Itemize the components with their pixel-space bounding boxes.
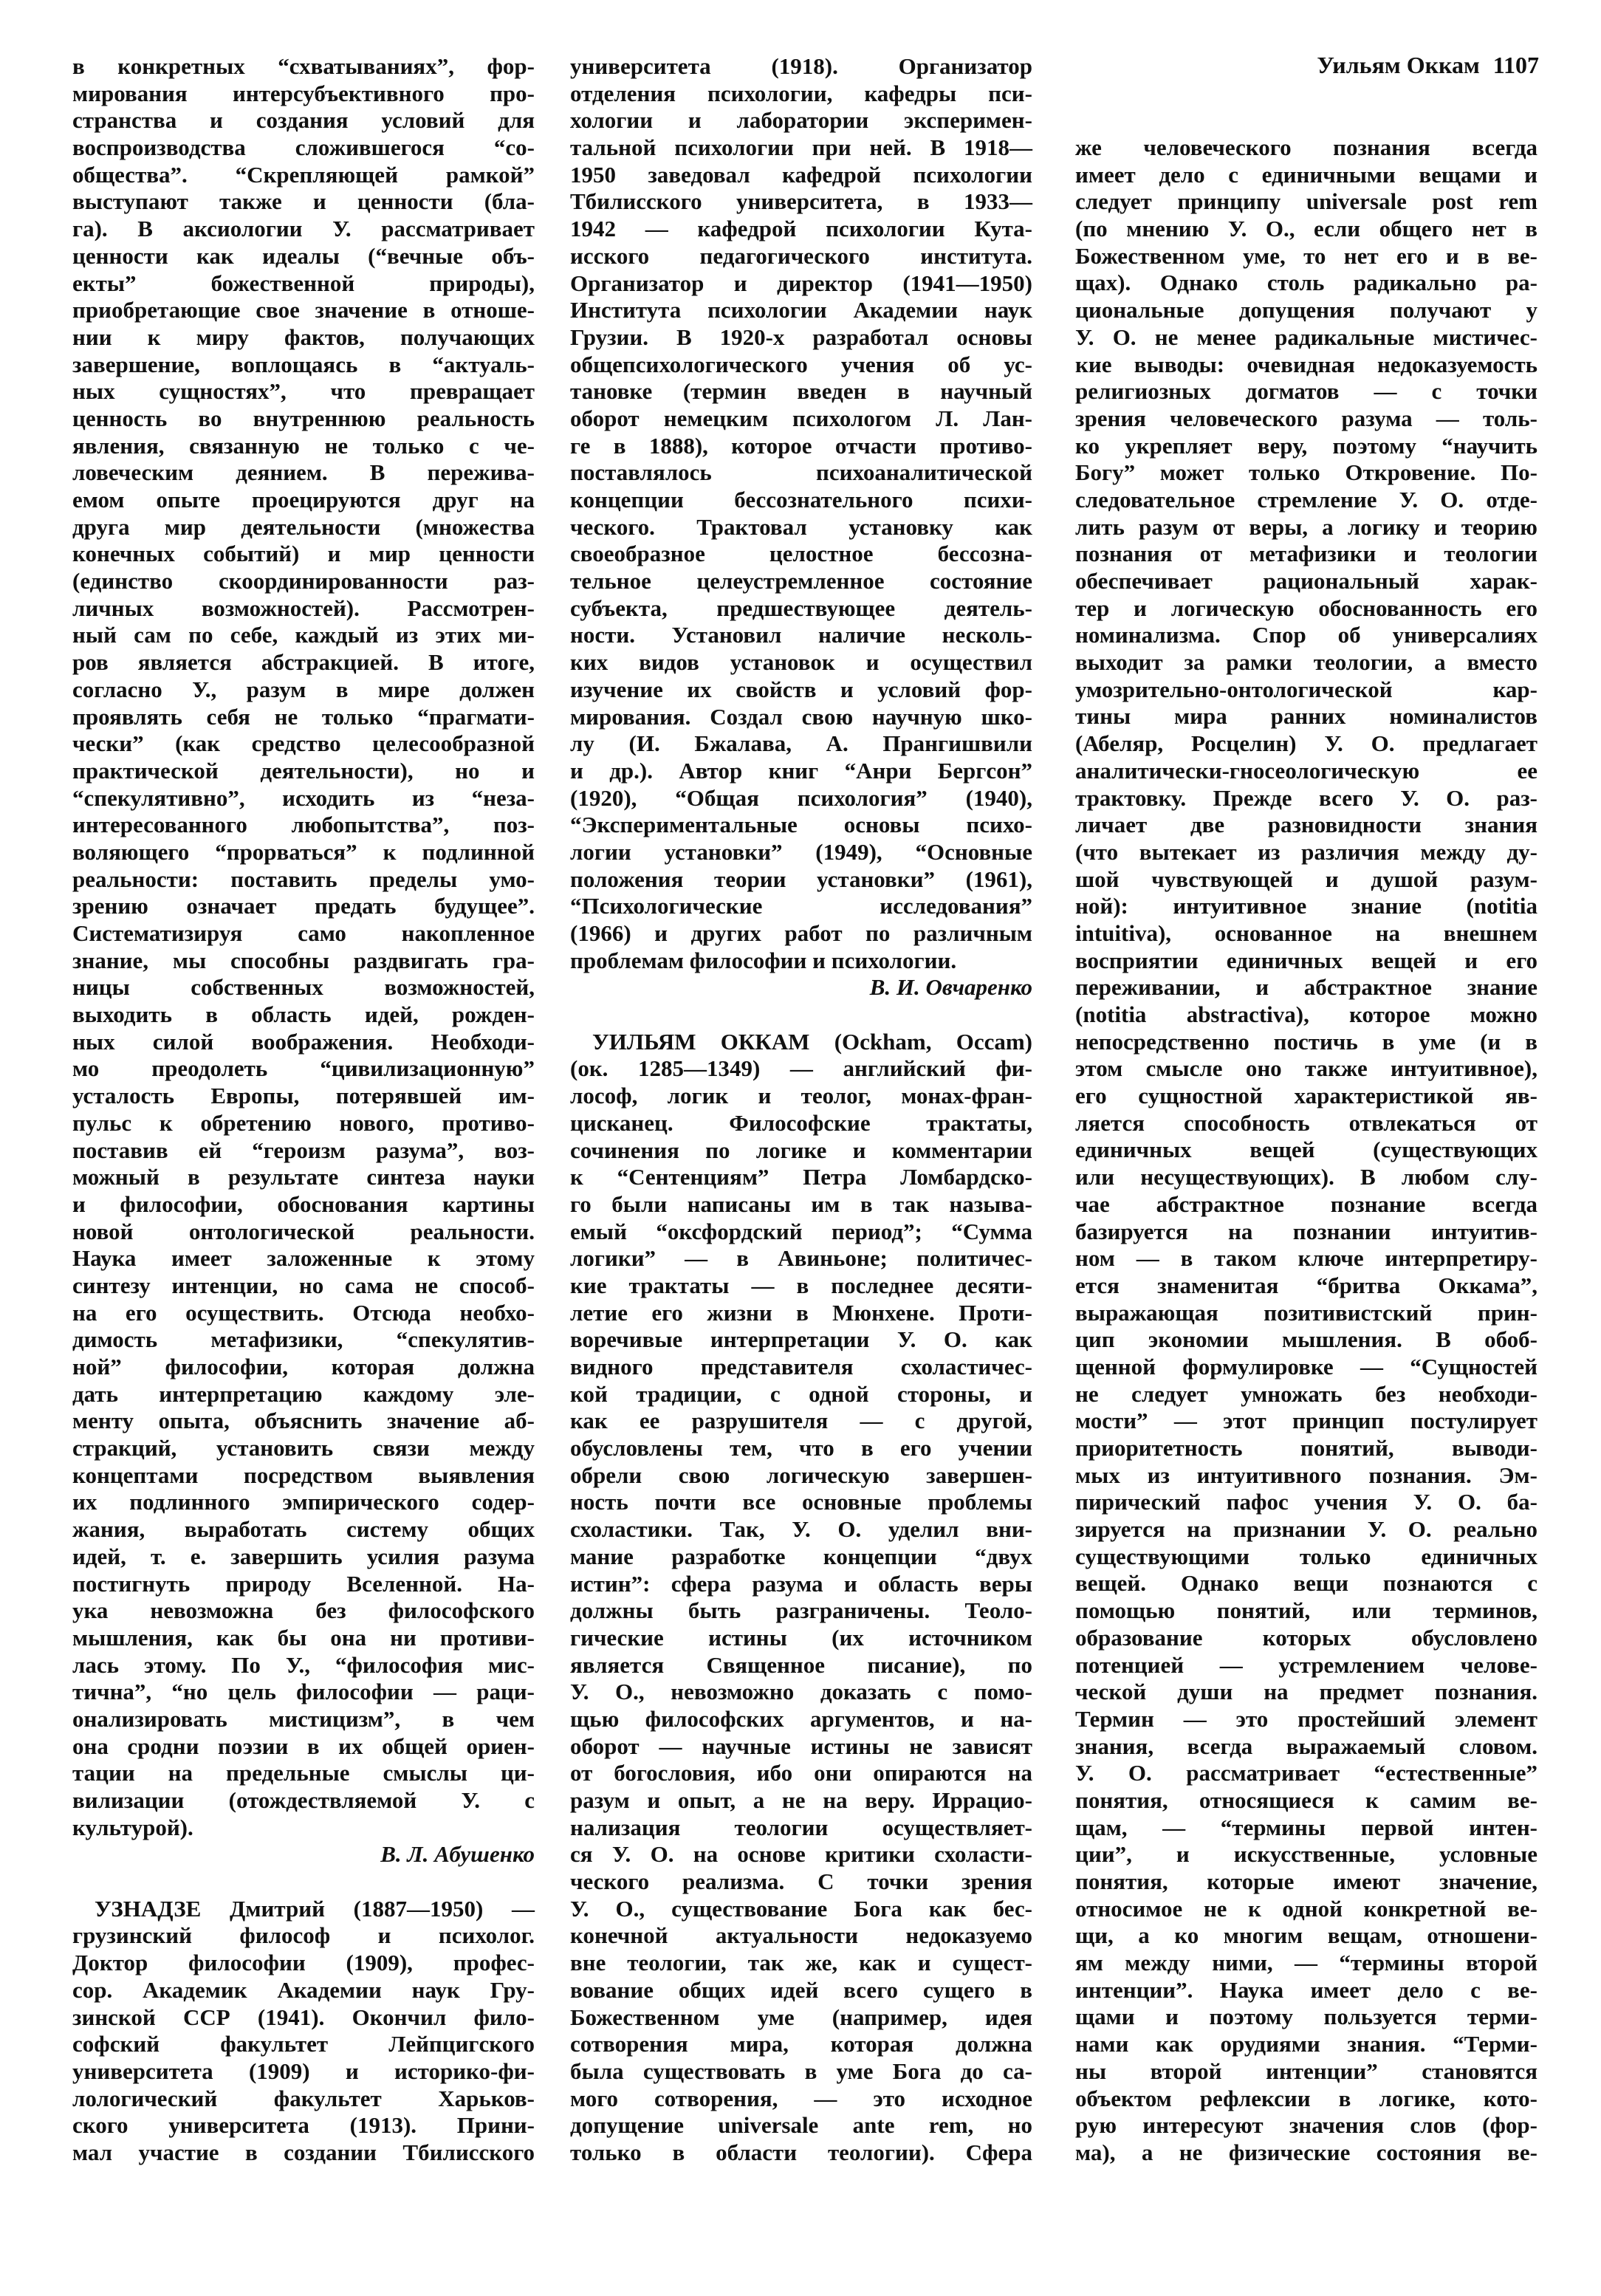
text-line: кие выводы: очевидная недоказуемость xyxy=(1075,351,1537,377)
text-line: знания, всегда выражаемый словом. xyxy=(1075,1733,1537,1759)
text-line: ницы собственных возможностей, xyxy=(72,974,535,1001)
text-line: тер и логическую обоснованность его xyxy=(1075,594,1537,621)
text-line: поставив ей “героизм разума”, воз- xyxy=(72,1137,535,1163)
entry-heading-rest: Дмитрий (1887—1950) — xyxy=(201,1895,535,1922)
text-line: щи, а ко многим вещам, отношени- xyxy=(1075,1922,1537,1949)
text-line: У. О., невозможно доказать с помо- xyxy=(570,1679,1032,1705)
text-line: щах). Однако столь радикально ра- xyxy=(1075,270,1537,296)
text-line: кие трактаты — в последнее десяти- xyxy=(570,1272,1032,1298)
text-line: “Психологические исследования” xyxy=(570,893,1032,919)
text-line: оборот — научные истины не зависят xyxy=(570,1733,1032,1759)
text-line: его сущностной характеристикой яв- xyxy=(1075,1083,1537,1109)
text-line: разум и опыт, а не на веру. Иррацио- xyxy=(570,1787,1032,1813)
text-line: имеет дело с единичными вещами и xyxy=(1075,161,1537,188)
text-line: intuitiva), основанное на внешнем xyxy=(1075,919,1537,946)
text-line: Наука имеет заложенные к этому xyxy=(72,1245,535,1272)
text-line: ется знаменитая “бритва Оккама”, xyxy=(1075,1272,1537,1298)
text-line: 1950 заведовал кафедрой психологии xyxy=(570,161,1032,188)
text-line: лософ, логик и теолог, монах-фран- xyxy=(570,1083,1032,1109)
text-line: грузинский философ и психолог. xyxy=(72,1922,535,1949)
text-line: зинской ССР (1941). Окончил фило- xyxy=(72,2004,535,2030)
text-line: обусловлены тем, что в его учении xyxy=(570,1435,1032,1461)
text-line: ценности как идеалы (“вечные объ- xyxy=(72,242,535,269)
entry-heading-line xyxy=(72,1896,535,1923)
text-line: обеспечивает рациональный харак- xyxy=(1075,568,1537,594)
text-line: схоластики. Так, У. О. уделил вни- xyxy=(570,1516,1032,1543)
text-line: образование которых обусловлено xyxy=(1075,1624,1537,1651)
text-line: явления, связанную не только с че- xyxy=(72,432,535,459)
text-line: цисканец. Философские трактаты, xyxy=(570,1109,1032,1136)
text-line: ма), а не физические состояния ве- xyxy=(1075,2139,1537,2165)
text-line: сор. Академик Академии наук Гру- xyxy=(72,1976,535,2003)
text-line: объектом рефлексии в логике, кото- xyxy=(1075,2085,1537,2111)
text-line: ной): интуитивное знание (notitia xyxy=(1075,893,1537,919)
text-line: странства и создания условий для xyxy=(72,107,535,134)
text-line: выходит за рамки теологии, а вместо xyxy=(1075,649,1537,676)
text-line: онализировать мистицизм”, в чем xyxy=(72,1705,535,1732)
text-line: она сродни поэзии в их общей ориен- xyxy=(72,1733,535,1759)
text-line: мости” — этот принцип постулирует xyxy=(1075,1408,1537,1434)
text-line: практической деятельности), но и xyxy=(72,757,535,784)
text-line: Института психологии Академии наук xyxy=(570,297,1032,323)
text-line: вование общих идей всего сущего в xyxy=(570,1976,1032,2003)
text-line: нализация теологии осуществляет- xyxy=(570,1814,1032,1840)
text-line: екты” божественной природы), xyxy=(72,270,535,296)
text-line: ческой души на предмет познания. xyxy=(1075,1679,1537,1705)
text-line: ный сам по себе, каждый из этих ми- xyxy=(72,622,535,648)
text-line: ческого реализма. С точки зрения xyxy=(570,1868,1032,1895)
text-line: видного представителя схоластичес- xyxy=(570,1354,1032,1380)
text-line: ких видов установок и осуществил xyxy=(570,649,1032,676)
entry-heading-rest: (Ockham, Occam) xyxy=(809,1028,1032,1055)
text-line: зируется на признании У. О. реально xyxy=(1075,1516,1537,1543)
text-line: Доктор философии (1909), профес- xyxy=(72,1950,535,1976)
text-line: тальной психологии при ней. В 1918— xyxy=(570,134,1032,161)
text-line: У. О., существование Бога как бес- xyxy=(570,1895,1032,1922)
text-line: проблемам философии и психологии. xyxy=(570,947,957,973)
text-line: дать интерпретацию каждому эле- xyxy=(72,1380,535,1407)
text-line: существующими только единичных xyxy=(1075,1543,1537,1569)
text-line: приоритетность понятий, выводи- xyxy=(1075,1435,1537,1461)
text-line: синтезу интенции, но сама не способ- xyxy=(72,1272,535,1298)
text-line: единичных вещей (существующих xyxy=(1075,1137,1537,1163)
running-header xyxy=(1317,52,1539,79)
text-line: личных возможностей). Рассмотрен- xyxy=(72,594,535,621)
text-line: интересованного любопытства”, поз- xyxy=(72,812,535,838)
text-line: ность почти все основные проблемы xyxy=(570,1489,1032,1515)
text-line: познания от метафизики и теологии xyxy=(1075,541,1537,567)
text-line: ге в 1888), которое отчасти противо- xyxy=(570,432,1032,459)
text-line: только в области теологии). Сфера xyxy=(570,2139,1032,2165)
text-line: ном — в таком ключе интерпретиру- xyxy=(1075,1245,1537,1272)
text-line: щам, — “термины первой интен- xyxy=(1075,1814,1537,1840)
text-line: циональные допущения получают у xyxy=(1075,297,1537,323)
text-line: или несуществующих). В любом слу- xyxy=(1075,1164,1537,1190)
text-line: ны второй интенции” становятся xyxy=(1075,2057,1537,2084)
text-line: хологии и лаборатории эксперимен- xyxy=(570,107,1032,134)
entry-headword: УЗНАДЗЕ xyxy=(95,1895,202,1922)
text-line: софский факультет Лейпцигского xyxy=(72,2031,535,2057)
text-line: воляющего “прорваться” к подлинной xyxy=(72,838,535,865)
text-line: “спекулятивно”, исходить из “неза- xyxy=(72,784,535,811)
text-line: концепции бессознательного психи- xyxy=(570,487,1032,513)
text-line: понятия, которые имеют значение, xyxy=(1075,1868,1537,1894)
text-line: выступают также и ценности (бла- xyxy=(72,188,535,215)
text-line: Грузии. В 1920-х разработал основы xyxy=(570,323,1032,350)
text-line: лить разум от веры, а логику и теорию xyxy=(1075,513,1537,540)
text-line: тины мира ранних номиналистов xyxy=(1075,703,1537,730)
text-line: рую интересуют значения слов (фор- xyxy=(1075,2112,1537,2139)
text-line: пульс к обретению нового, противо- xyxy=(72,1109,535,1136)
text-line: на его осуществить. Отсюда необхо- xyxy=(72,1299,535,1326)
entry-headword: УИЛЬЯМ ОККАМ xyxy=(592,1028,810,1055)
text-line: тановке (термин введен в научный xyxy=(570,378,1032,405)
text-line: (Абеляр, Росцелин) У. О. предлагает xyxy=(1075,730,1537,757)
text-line: мирования. Создал свою научную шко- xyxy=(570,703,1032,730)
text-line: аналитически-гносеологическую ее xyxy=(1075,757,1537,784)
text-line: согласно У., разум в мире должен xyxy=(72,676,535,702)
text-line: сочинения по логике и комментарии xyxy=(570,1137,1032,1163)
text-line: димость метафизики, “спекулятив- xyxy=(72,1326,535,1353)
text-line: го были написаны им в так называ- xyxy=(570,1190,1032,1217)
text-column-1 xyxy=(72,53,535,2167)
text-line: изучение их свойств и условий фор- xyxy=(570,676,1032,702)
text-line: номинализма. Спор об универсалиях xyxy=(1075,622,1537,648)
text-line: культурой). xyxy=(72,1814,193,1840)
text-line: ям между ними, — “термины второй xyxy=(1075,1950,1537,1976)
text-line: как ее разрушителя — с другой, xyxy=(570,1408,1032,1434)
text-line: восприятии единичных вещей и его xyxy=(1075,947,1537,973)
text-line: умозрительно-онтологической кар- xyxy=(1075,676,1537,702)
text-line: знание, мы способны раздвигать гра- xyxy=(72,947,535,973)
text-line: емом опыте проецируются друг на xyxy=(72,487,535,513)
text-line: идей, т. е. завершить усилия разума xyxy=(72,1543,535,1569)
text-line: тации на предельные смыслы ци- xyxy=(72,1760,535,1786)
text-line: своеобразное целостное бессозна- xyxy=(570,541,1032,567)
text-line: летие его жизни в Мюнхене. Проти- xyxy=(570,1299,1032,1326)
text-line: Богу” может только Откровение. По- xyxy=(1075,459,1537,486)
text-line: не следует умножать без необходи- xyxy=(1075,1380,1537,1407)
text-line: исского педагогического института. xyxy=(570,242,1032,269)
text-line: помощью понятий, или терминов, xyxy=(1075,1597,1537,1624)
text-line: воречивые интерпретации У. О. как xyxy=(570,1326,1032,1353)
text-line: ров является абстракцией. В итоге, xyxy=(72,649,535,676)
text-line: друга мир деятельности (множества xyxy=(72,513,535,540)
text-line: вне теологии, так же, как и сущест- xyxy=(570,1950,1032,1976)
text-line: базируется на познании интуитив- xyxy=(1075,1218,1537,1244)
text-line: ука невозможна без философского xyxy=(72,1597,535,1624)
text-line: интенции”. Наука имеет дело с ве- xyxy=(1075,1976,1537,2003)
text-line: была существовать в уме Бога до са- xyxy=(570,2057,1032,2084)
text-line: “Экспериментальные основы психо- xyxy=(570,812,1032,838)
text-line: емый “оксфордский период”; “Сумма xyxy=(570,1218,1032,1244)
text-line: можный в результате синтеза науки xyxy=(72,1164,535,1190)
text-line: ляется способность отвлекаться от xyxy=(1075,1109,1537,1136)
text-line: ных силой воображения. Необходи- xyxy=(72,1028,535,1055)
text-line: Божественном уме (например, идея xyxy=(570,2004,1032,2030)
text-line: относимое не к одной конкретной ве- xyxy=(1075,1895,1537,1922)
text-line: мирования интерсубъективного про- xyxy=(72,80,535,106)
text-line: пирический пафос учения У. О. ба- xyxy=(1075,1489,1537,1515)
text-line: религиозных догматов — с точки xyxy=(1075,378,1537,405)
text-line: мого сотворения, — это исходное xyxy=(570,2085,1032,2111)
text-line: ных сущностях”, что превращает xyxy=(72,378,535,405)
text-line: мание разработке концепции “двух xyxy=(570,1543,1032,1569)
text-line: поставлялось психоаналитической xyxy=(570,459,1032,486)
text-line: субъекта, предшествующее деятель- xyxy=(570,594,1032,621)
text-line: логии установки” (1949), “Основные xyxy=(570,838,1032,865)
text-line: У. О. не менее радикальные мистичес- xyxy=(1075,323,1537,350)
text-line: общепсихологического учения об ус- xyxy=(570,351,1032,377)
text-line: менту опыта, объяснить значение аб- xyxy=(72,1408,535,1434)
text-line: (что вытекает из различия между ду- xyxy=(1075,838,1537,865)
text-line: должны быть разграничены. Теоло- xyxy=(570,1597,1032,1624)
text-line: выходить в область идей, рожден- xyxy=(72,1001,535,1028)
text-line: усталость Европы, потерявшей им- xyxy=(72,1083,535,1109)
text-line: тична”, “но цель философии — раци- xyxy=(72,1679,535,1705)
text-line: 1942 — кафедрой психологии Кута- xyxy=(570,216,1032,242)
text-line: реальности: поставить пределы умо- xyxy=(72,866,535,892)
text-line: У. О. рассматривает “естественные” xyxy=(1075,1760,1537,1786)
text-line: чае абстрактное познание всегда xyxy=(1075,1190,1537,1217)
text-line: щенной формулировке — “Сущностей xyxy=(1075,1353,1537,1380)
text-line: Божественном уме, то нет его и в ве- xyxy=(1075,242,1537,269)
text-line: завершение, воплощаясь в “актуаль- xyxy=(72,351,535,377)
text-line: щью философских аргументов, и на- xyxy=(570,1705,1032,1732)
text-line: Систематизируя само накопленное xyxy=(72,920,535,946)
text-line: тельное целеустремленное состояние xyxy=(570,568,1032,594)
text-line: зрения человеческого разума — толь- xyxy=(1075,405,1537,431)
text-line: Тбилисского университета, в 1933— xyxy=(570,188,1032,215)
text-line: вещей. Однако вещи познаются с xyxy=(1075,1570,1537,1597)
text-line: ся У. О. на основе критики схоласти- xyxy=(570,1841,1032,1868)
text-line: мал участие в создании Тбилисского xyxy=(72,2139,535,2165)
page-number: 1107 xyxy=(1492,52,1539,78)
text-line: переживании, и абстрактное знание xyxy=(1075,974,1537,1001)
text-line: приобретающие свое значение в отноше- xyxy=(72,297,535,323)
text-line: зрению означает предать будущее”. xyxy=(72,893,535,919)
text-line: ловеческим деянием. В пережива- xyxy=(72,459,535,486)
text-line: (notitia abstractiva), которое можно xyxy=(1075,1001,1537,1027)
text-line: нии к миру фактов, получающих xyxy=(72,323,535,350)
text-line: ной” философии, которая должна xyxy=(72,1354,535,1380)
text-line: трактовку. Прежде всего У. О. раз- xyxy=(1075,784,1537,811)
text-line: ского университета (1913). Прини- xyxy=(72,2112,535,2139)
text-line: нами как орудиями знания. “Терми- xyxy=(1075,2031,1537,2057)
text-line: воспроизводства сложившегося “со- xyxy=(72,134,535,161)
entry-heading-line xyxy=(570,1029,1032,1056)
text-line: этом смысле оно также интуитивное), xyxy=(1075,1055,1537,1082)
text-line: положения теории установки” (1961), xyxy=(570,866,1032,892)
text-line: лологический факультет Харьков- xyxy=(72,2085,535,2111)
text-line: га). В аксиологии У. рассматривает xyxy=(72,216,535,242)
text-line: и философии, обоснования картины xyxy=(72,1190,535,1217)
text-column-3 xyxy=(1075,134,1537,2167)
text-line: Организатор и директор (1941—1950) xyxy=(570,270,1032,296)
paragraph-gap xyxy=(72,1868,535,1896)
running-title: Уильям Оккам xyxy=(1317,52,1480,78)
text-line: оборот немецким психологом Л. Лан- xyxy=(570,405,1032,431)
text-line: щами и поэтому пользуется терми- xyxy=(1075,2004,1537,2030)
text-line: следовательное стремление У. О. отде- xyxy=(1075,486,1537,513)
author-signature: В. И. Овчаренко xyxy=(869,974,1032,1001)
text-line: их подлинного эмпирического содер- xyxy=(72,1489,535,1515)
text-line: новой онтологической реальности. xyxy=(72,1218,535,1244)
text-line: понятия, относящиеся к самим ве- xyxy=(1075,1786,1537,1813)
text-line: (ок. 1285—1349) — английский фи- xyxy=(570,1055,1032,1082)
text-line: потенцией — устремлением челове- xyxy=(1075,1651,1537,1678)
text-line: истин”: сфера разума и область веры xyxy=(570,1570,1032,1597)
text-line: ности. Установил наличие несколь- xyxy=(570,622,1032,648)
text-line: гические истины (их источником xyxy=(570,1624,1032,1651)
text-line: является Священное писание), по xyxy=(570,1651,1032,1678)
text-line: личает две разновидности знания xyxy=(1075,812,1537,838)
text-line: вилизации (отождествляемой У. с xyxy=(72,1787,535,1813)
text-line: выражающая позитивистский прин- xyxy=(1075,1299,1537,1326)
text-line: ческого. Трактовал установку как xyxy=(570,513,1032,540)
text-line: жания, выработать систему общих xyxy=(72,1516,535,1543)
text-line: логики” — в Авиньоне; политичес- xyxy=(570,1245,1032,1272)
text-line: ценность во внутреннюю реальность xyxy=(72,405,535,431)
text-line: концептами посредством выявления xyxy=(72,1461,535,1488)
text-line: Термин — это простейший элемент xyxy=(1075,1705,1537,1732)
text-line: конечных событий) и мир ценности xyxy=(72,541,535,567)
text-line: (единство скоординированности раз- xyxy=(72,568,535,594)
text-line: следует принципу universale post rem xyxy=(1075,188,1537,215)
text-line: шой чувствующей и душой разум- xyxy=(1075,866,1537,892)
text-line: и др.). Автор книг “Анри Бергсон” xyxy=(570,757,1032,784)
text-line: общества”. “Скрепляющей рамкой” xyxy=(72,161,535,188)
text-line: проявлять себя не только “прагмати- xyxy=(72,703,535,730)
text-line: отделения психологии, кафедры пси- xyxy=(570,80,1032,106)
text-line: мышления, как бы она ни противи- xyxy=(72,1624,535,1651)
text-line: университета (1909) и историко-фи- xyxy=(72,2057,535,2084)
text-line: (1920), “Общая психология” (1940), xyxy=(570,784,1032,811)
text-line: от богословия, ибо они опираются на xyxy=(570,1760,1032,1786)
text-line: чески” (как средство целесообразной xyxy=(72,730,535,757)
text-line: допущение universale ante rem, но xyxy=(570,2112,1032,2139)
text-line: (1966) и других работ по различным xyxy=(570,920,1032,946)
text-line: лась этому. По У., “философия мис- xyxy=(72,1651,535,1678)
author-signature: В. Л. Абушенко xyxy=(380,1841,535,1868)
text-line: к “Сентенциям” Петра Ломбардско- xyxy=(570,1164,1032,1190)
text-line: обрели свою логическую завершен- xyxy=(570,1461,1032,1488)
text-line: постигнуть природу Вселенной. На- xyxy=(72,1570,535,1597)
text-line: мо преодолеть “цивилизационную” xyxy=(72,1055,535,1082)
text-column-2 xyxy=(570,53,1032,2167)
text-line: ко укрепляет веру, поэтому “научить xyxy=(1075,432,1537,459)
text-line: же человеческого познания всегда xyxy=(1075,134,1537,160)
text-line: стракций, установить связи между xyxy=(72,1435,535,1461)
text-line: непосредственно постичь в уме (и в xyxy=(1075,1028,1537,1055)
text-line: цип экономии мышления. В обоб- xyxy=(1075,1326,1537,1353)
text-line: сотворения мира, которая должна xyxy=(570,2031,1032,2057)
text-line: конечной актуальности недоказуемо xyxy=(570,1922,1032,1949)
text-line: ции”, и искусственные, условные xyxy=(1075,1841,1537,1868)
paragraph-gap xyxy=(570,1001,1032,1029)
text-line: лу (И. Бжалава, А. Прангишвили xyxy=(570,730,1032,757)
text-line: университета (1918). Организатор xyxy=(570,53,1032,79)
text-line: в конкретных “схватываниях”, фор- xyxy=(72,53,535,79)
text-line: кой традиции, с одной стороны, и xyxy=(570,1380,1032,1407)
text-line: мых из интуитивного познания. Эм- xyxy=(1075,1461,1537,1488)
text-line: (по мнению У. О., если общего нет в xyxy=(1075,216,1537,242)
